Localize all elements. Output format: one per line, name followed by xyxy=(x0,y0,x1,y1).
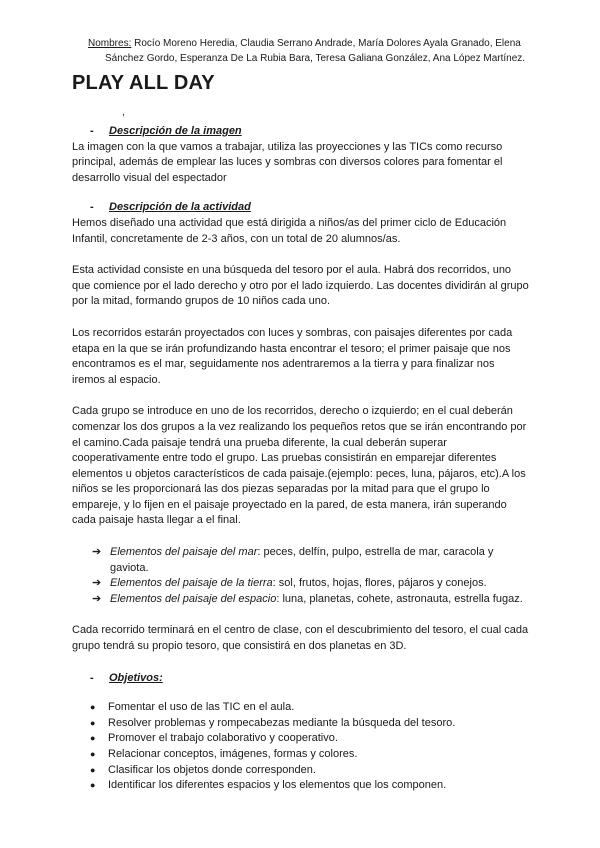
authors-label: Nombres: xyxy=(88,38,132,49)
authors-names-line2: Sánchez Gordo, Esperanza De La Rubia Bara, Teresa Galiana González, Ana López Martínez. xyxy=(105,53,526,64)
authors-line xyxy=(88,36,538,66)
list-item xyxy=(92,545,530,576)
list-item-text: Resolver problemas y rompecabezas mediante la búsqueda del tesoro. xyxy=(108,716,456,729)
list-item-text xyxy=(110,576,487,592)
list-item-text: Fomentar el uso de las TIC en el aula. xyxy=(108,701,295,714)
arrow-icon: ➔ xyxy=(92,592,102,605)
bullet-icon: ● xyxy=(90,764,96,775)
list-item-label: Elementos del paisaje del espacio xyxy=(110,592,277,605)
list-item xyxy=(92,592,530,608)
list-item xyxy=(90,700,530,716)
paragraph-actividad-4: Cada grupo se introduce en uno de los recorridos, derecho o izquierdo; en el cual deberán comenzar los dos grupos a la vez realizando los pequeños retos que se irán encontrando por el camino.Cada paisaje tendrá una prueba diferente, la cual deberán superar cooperativamente entre todo el grupo. Las pruebas consistirán en emparejar diferentes elementos u objetos característicos de cada paisaje.(ejemplo: peces, luna, pájaros, etc).A los niños se les proporcionará las dos piezas separadas por la mitad para que el grupo lo empareje, y lo fijen en el paisaje proyectado en la pared, de esta manera, irán superando cada paisaje hasta llegar a el final. xyxy=(72,405,527,527)
bullet-icon: ● xyxy=(90,733,96,744)
list-item xyxy=(90,778,530,794)
stray-mark: , xyxy=(122,107,125,118)
list-item xyxy=(90,763,530,779)
list-item xyxy=(90,747,530,763)
heading-text: Objetivos: xyxy=(109,671,163,684)
list-item-text xyxy=(110,592,523,608)
document-body xyxy=(72,124,530,794)
list-item xyxy=(90,716,530,732)
section-heading-imagen xyxy=(72,124,530,140)
paragraph-closing: Cada recorrido terminará en el centro de clase, con el descubrimiento del tesoro, el cual cada grupo tendrá su propio tesoro, que consistirá en dos planetas en 3D. xyxy=(72,624,529,653)
heading-dash: - xyxy=(90,671,94,684)
heading-dash: - xyxy=(90,201,94,214)
bullet-icon: ● xyxy=(90,749,96,759)
paragraph-actividad-2: Esta actividad consiste en una búsqueda del tesoro por el aula. Habrá dos recorridos, uno que comience por el lado derecho y otro por el lado izquierdo. Las docentes dividirán al grupo por la mitad, formando grupos de 10 niños cada uno. xyxy=(72,264,529,308)
list-item-value: : luna, planetas, cohete, astronauta, estrella fugaz. xyxy=(276,592,523,605)
arrow-icon: ➔ xyxy=(92,577,102,590)
list-item-text: Promover el trabajo colaborativo y cooperativo. xyxy=(108,732,338,745)
bullet-icon: ● xyxy=(90,717,96,728)
paragraph-actividad-3: Los recorridos estarán proyectados con luces y sombras, con paisajes diferentes por cada etapa en la que se irán profundizando hasta encontrar el tesoro; el primer paisaje que nos encontramos es el mar, seguidamente nos adentraremos a la tierra y para finalizar nos iremos al espacio. xyxy=(72,326,513,386)
list-item-text: Relacionar conceptos, imágenes, formas y colores. xyxy=(108,748,358,760)
list-item xyxy=(90,731,530,747)
arrow-icon: ➔ xyxy=(92,546,102,559)
section-heading-objetivos xyxy=(72,671,530,687)
document-title: PLAY ALL DAY xyxy=(72,72,215,94)
list-item-text: Clasificar los objetos donde corresponden. xyxy=(108,763,316,776)
list-item-value: : sol, frutos, hojas, flores, pájaros y conejos. xyxy=(272,577,487,590)
paragraph-actividad-1: Hemos diseñado una actividad que está dirigida a niños/as del primer ciclo de Educación Infantil, concretamente de 2-3 años, con un total de 20 alumnos/as. xyxy=(72,216,507,245)
heading-text: Descripción de la actividad xyxy=(109,201,251,214)
section-heading-actividad xyxy=(72,200,530,216)
list-item-label: Elementos del paisaje del mar xyxy=(110,546,258,559)
objectives-list xyxy=(72,700,530,794)
authors-names-line1: Rocío Moreno Heredia, Claudia Serrano Andrade, María Dolores Ayala Granado, Elena xyxy=(131,38,521,49)
list-item-value: : peces, delfín, pulpo, estrella de mar, caracola y gaviota. xyxy=(110,546,494,574)
heading-dash: - xyxy=(90,125,94,137)
bullet-icon: ● xyxy=(90,702,96,713)
list-item-text xyxy=(110,545,530,576)
paragraph-imagen: La imagen con la que vamos a trabajar, utiliza las proyecciones y las TICs como recurso principal, además de emplear las luces y sombras con diversos colores para fomentar el desarrollo visual del espectador xyxy=(72,140,503,184)
list-item-label: Elementos del paisaje de la tierra xyxy=(110,577,273,590)
list-item xyxy=(92,576,530,592)
landscape-elements-list xyxy=(72,545,530,607)
heading-text: Descripción de la imagen xyxy=(109,125,242,137)
list-item-text: Identificar los diferentes espacios y los elementos que los componen. xyxy=(108,779,447,792)
bullet-icon: ● xyxy=(90,780,96,791)
